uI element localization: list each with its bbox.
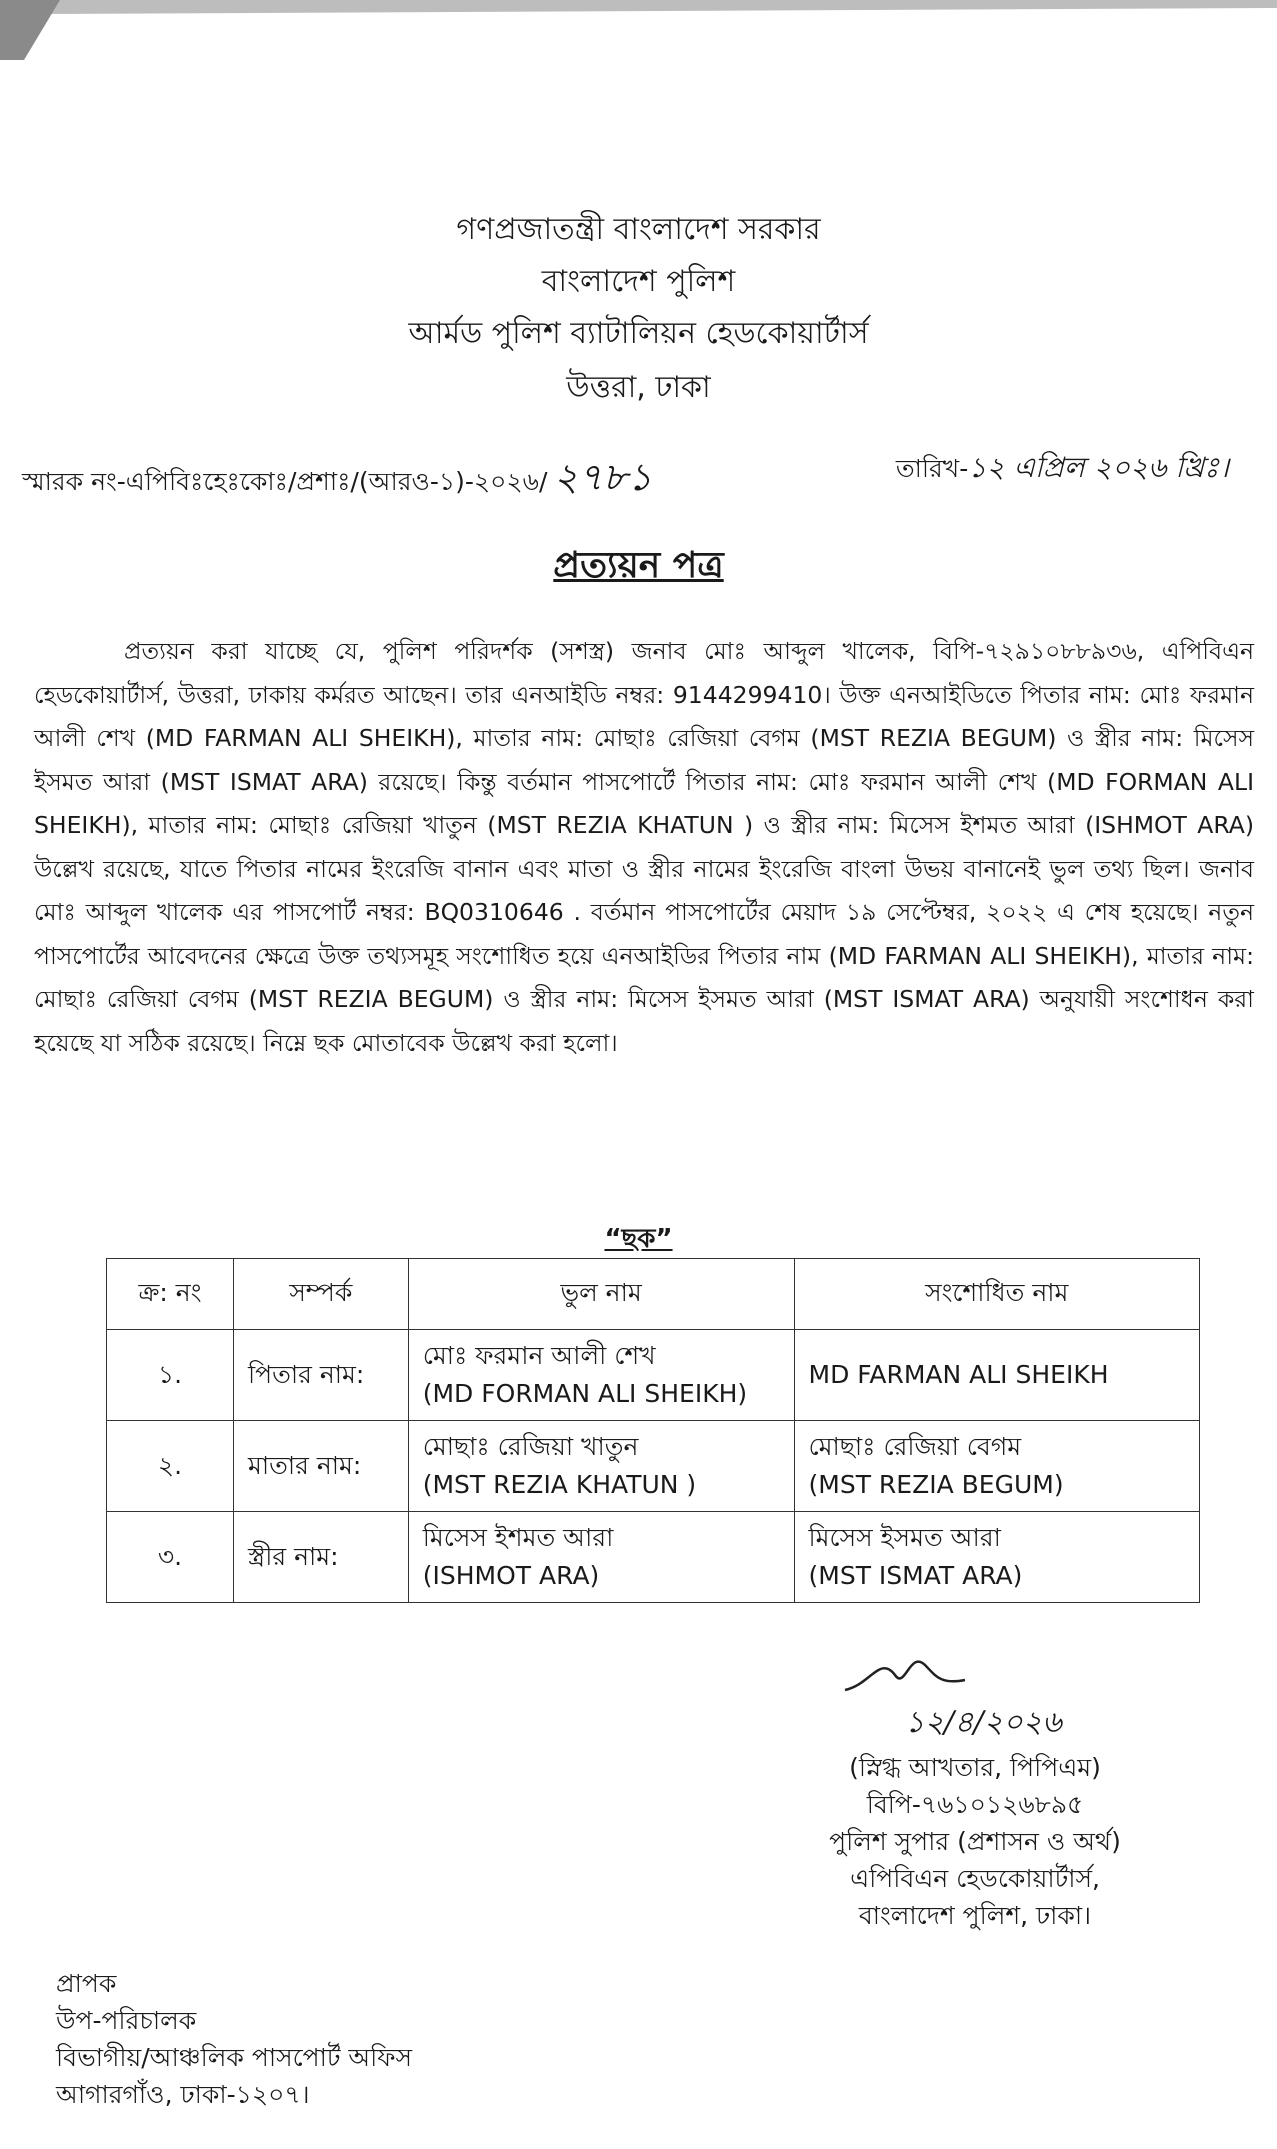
signatory-designation: পুলিশ সুপার (প্রশাসন ও অর্থ) — [829, 1827, 1121, 1856]
header-police: বাংলাদেশ পুলিশ — [541, 264, 736, 299]
recipient-label: প্রাপক — [56, 1969, 117, 1998]
table-caption: “ছক” — [604, 1224, 673, 1254]
recipient-designation: উপ-পরিচালক — [56, 2006, 197, 2035]
signature-date: ১২/৪/২০২৬ — [905, 1705, 1062, 1740]
table-row — [107, 1330, 1200, 1421]
row-relation: মাতার নাম: — [234, 1421, 409, 1512]
row-wrong-name: মোছাঃ রেজিয়া খাতুন (MST REZIA KHATUN ) — [408, 1421, 794, 1512]
signature-scribble — [840, 1645, 970, 1705]
table-header-row — [107, 1259, 1200, 1330]
row-corrected-name: মোছাঃ রেজিয়া বেগম (MST REZIA BEGUM) — [794, 1421, 1200, 1512]
recipient-address: আগারগাঁও, ঢাকা-১২০৭। — [56, 2080, 310, 2109]
header-location: উত্তরা, ঢাকা — [566, 370, 711, 405]
row-corrected-name: MD FARMAN ALI SHEIKH — [794, 1330, 1200, 1421]
header-relation: সম্পর্ক — [234, 1259, 409, 1330]
date-label: তারিখ- — [895, 454, 969, 483]
correction-table — [106, 1258, 1200, 1603]
document-title: প্রত্যয়ন পত্র — [553, 545, 724, 586]
row-wrong-name: মোঃ ফরমান আলী শেখ (MD FORMAN ALI SHEIKH) — [408, 1330, 794, 1421]
row-relation: পিতার নাম: — [234, 1330, 409, 1421]
header-government: গণপ্রজাতন্ত্রী বাংলাদেশ সরকার — [456, 212, 821, 247]
recipient-office: বিভাগীয়/আঞ্চলিক পাসপোর্ট অফিস — [56, 2043, 413, 2072]
row-wrong-name: মিসেস ইশমত আরা (ISHMOT ARA) — [408, 1512, 794, 1603]
header-battalion: আর্মড পুলিশ ব্যাটালিয়ন হেডকোয়ার্টার্স — [408, 316, 869, 351]
signatory-bp: বিপি-৭৬১০১২৬৮৯৫ — [866, 1790, 1084, 1819]
letter-date — [896, 446, 1229, 493]
header-corrected-name: সংশোধিত নাম — [794, 1259, 1200, 1330]
signatory-location: বাংলাদেশ পুলিশ, ঢাকা। — [858, 1901, 1092, 1930]
row-corrected-name: মিসেস ইসমত আরা (MST ISMAT ARA) — [794, 1512, 1200, 1603]
signatory-name: (স্নিগ্ধ আখতার, পিপিএম) — [849, 1753, 1101, 1782]
memo-prefix: স্মারক নং-এপিবিঃহেঃকোঃ/প্রশাঃ/(আরও-১)-২০২৬/ — [22, 467, 548, 496]
table-row — [107, 1421, 1200, 1512]
recipient-block — [56, 1965, 412, 2113]
memo-handwritten-number: ২৭৮১ — [553, 455, 653, 499]
header-wrong-name: ভুল নাম — [408, 1259, 794, 1330]
scanned-page-fold — [0, 0, 1277, 60]
table-row — [107, 1512, 1200, 1603]
row-serial: ২. — [107, 1421, 234, 1512]
signatory-office: এপিবিএন হেডকোয়ার্টার্স, — [850, 1864, 1100, 1893]
row-serial: ১. — [107, 1330, 234, 1421]
row-serial: ৩. — [107, 1512, 234, 1603]
date-value: ১২ এপ্রিল ২০২৬ খ্রিঃ। — [968, 451, 1229, 484]
certificate-body: প্রত্যয়ন করা যাচ্ছে যে, পুলিশ পরিদর্শক (সশস্ত্র) জনাব মোঃ আব্দুল খালেক, বিপি-৭২৯১০৮৮৯৩৬, এপিবিএন হেডকোয়ার্টার্স, উত্তরা, ঢাকায় কর্মরত আছেন। তার এনআইডি নম্বর: 9144299410। উক্ত এনআইডিতে পিতার নাম: মোঃ ফরমান আলী শেখ (MD FARMAN ALI SHEIKH), মাতার নাম: মোছাঃ রেজিয়া বেগম (MST REZIA BEGUM) ও স্ত্রীর নাম: মিসেস ইসমত আরা (MST ISMAT ARA) রয়েছে। কিন্তু বর্তমান পাসপোর্টে পিতার নাম: মোঃ ফরমান আলী শেখ (MD FORMAN ALI SHEIKH), মাতার নাম: মোছাঃ রেজিয়া খাতুন (MST REZIA KHATUN ) ও স্ত্রীর নাম: মিসেস ইশমত আরা (ISHMOT ARA) উল্লেখ রয়েছে, যাতে পিতার নামের ইংরেজি বানান এবং মাতা ও স্ত্রীর নামের ইংরেজি বাংলা উভয় বানানেই ভুল তথ্য ছিল। জনাব মোঃ আব্দুল খালেক এর পাসপোর্ট নম্বর: BQ0310646 . বর্তমান পাসপোর্টের মেয়াদ ১৯ সেপ্টেম্বর, ২০২২ এ শেষ হয়েছে। নতুন পাসপোর্টের আবেদনের ক্ষেত্রে উক্ত তথ্যসমূহ সংশোধিত হয়ে এনআইডির পিতার নাম (MD FARMAN ALI SHEIKH), মাতার নাম: মোছাঃ রেজিয়া বেগম (MST REZIA BEGUM) ও স্ত্রীর নাম: মিসেস ইসমত আরা (MST ISMAT ARA) অনুযায়ী সংশোধন করা হয়েছে যা সঠিক রয়েছে। নিম্নে ছক মোতাবেক উল্লেখ করা হলো। — [34, 637, 1254, 1057]
memo-number — [22, 448, 652, 512]
row-relation: স্ত্রীর নাম: — [234, 1512, 409, 1603]
header-serial: ক্র: নং — [107, 1259, 234, 1330]
